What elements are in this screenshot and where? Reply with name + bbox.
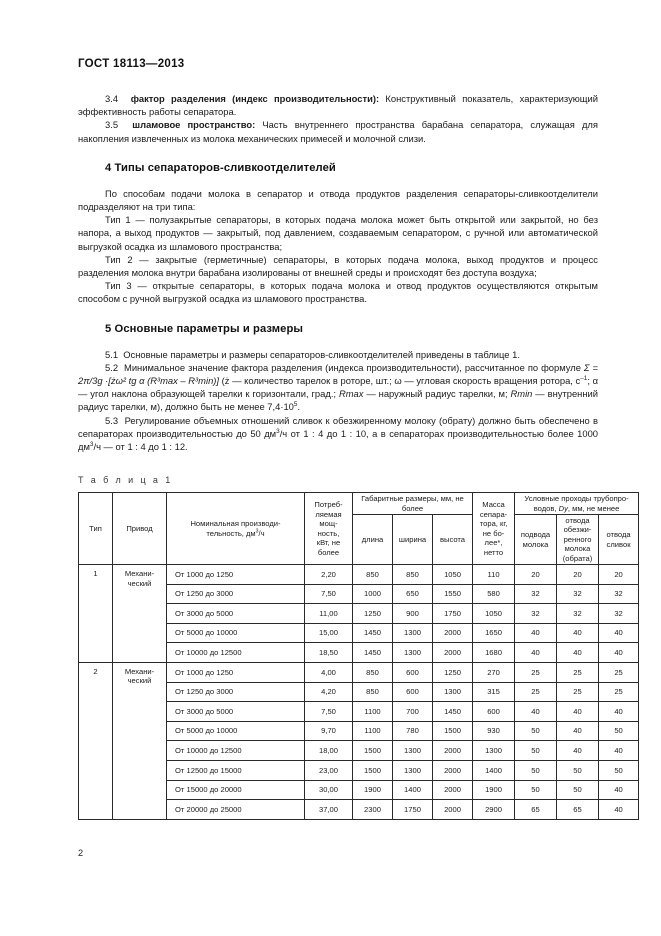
header-mass-line3: тора, кг, <box>479 519 508 529</box>
specification-table <box>78 492 639 820</box>
cell-skim: 40 <box>557 721 599 741</box>
clause-5-2-part1: Минимальное значение фактора разделения (индекса производительности), рассчитанное по формуле <box>124 361 584 373</box>
cell-length: 1100 <box>353 702 393 722</box>
cell-height: 2000 <box>433 741 473 761</box>
header-skim-line4: молока <box>564 544 591 554</box>
cell-power: 11,00 <box>305 604 353 624</box>
cell-inlet: 50 <box>515 761 557 781</box>
clause-5-3-sup-a: 3 <box>276 427 280 435</box>
header-passages-group <box>515 493 639 515</box>
cell-inlet: 50 <box>515 721 557 741</box>
cell-length: 1250 <box>353 604 393 624</box>
cell-performance: От 15000 до 20000 <box>167 780 305 800</box>
header-cream-line2: сливок <box>606 539 631 549</box>
cell-skim: 50 <box>557 780 599 800</box>
cell-power: 7,50 <box>305 702 353 722</box>
cell-mass: 1680 <box>473 643 515 663</box>
header-mass-line2: сепара- <box>479 509 508 519</box>
header-performance-line2: тельность, дм <box>206 528 256 538</box>
cell-inlet: 25 <box>515 663 557 683</box>
clause-5-2-formula: Σ = 2π/3g ·[żω² tg α (R³max – R³min)] <box>78 361 598 387</box>
header-length: длина <box>353 515 393 565</box>
header-skim-line3: ренного <box>563 534 592 544</box>
clause-3-5-spacer <box>118 119 132 130</box>
clause-5-2-rmin: Rmin <box>510 388 533 400</box>
cell-length: 1450 <box>353 643 393 663</box>
header-width: ширина <box>393 515 433 565</box>
cell-cream: 25 <box>599 663 639 683</box>
cell-skim: 20 <box>557 565 599 585</box>
clause-3-4-spacer <box>118 93 131 104</box>
header-performance <box>167 493 305 565</box>
cell-mass: 600 <box>473 702 515 722</box>
header-power-line5: кВт, не <box>316 538 341 548</box>
cell-drive-line2: ческий <box>127 578 152 588</box>
cell-height: 2000 <box>433 643 473 663</box>
header-height: высота <box>433 515 473 565</box>
clause-5-1-text: Основные параметры и размеры сепараторов-сливкоотделителей приведены в таблице 1. <box>123 348 520 360</box>
cell-mass: 1050 <box>473 604 515 624</box>
cell-skim: 40 <box>557 643 599 663</box>
clause-5-3 <box>78 414 598 454</box>
cell-skim: 40 <box>557 702 599 722</box>
cell-power: 37,00 <box>305 800 353 820</box>
clause-3-4 <box>78 92 598 118</box>
cell-skim: 40 <box>557 623 599 643</box>
cell-performance: От 12500 до 15000 <box>167 761 305 781</box>
header-power-line4: ность, <box>317 528 340 538</box>
cell-drive-line1: Механи- <box>124 667 155 677</box>
clause-5-3-sup-b: 3 <box>89 440 94 448</box>
cell-inlet: 40 <box>515 643 557 663</box>
cell-performance: От 10000 до 12500 <box>167 741 305 761</box>
table-caption: Т а б л и ц а 1 <box>78 475 173 486</box>
table-row <box>79 663 639 683</box>
cell-mass: 1900 <box>473 780 515 800</box>
cell-performance: От 5000 до 10000 <box>167 623 305 643</box>
cell-power: 2,20 <box>305 565 353 585</box>
cell-length: 850 <box>353 565 393 585</box>
cell-width: 1300 <box>393 741 433 761</box>
cell-power: 9,70 <box>305 721 353 741</box>
cell-width: 1300 <box>393 623 433 643</box>
cell-width: 850 <box>393 565 433 585</box>
cell-cream: 32 <box>599 584 639 604</box>
cell-skim: 50 <box>557 761 599 781</box>
cell-width: 700 <box>393 702 433 722</box>
cell-height: 1050 <box>433 565 473 585</box>
cell-type: 2 <box>79 663 113 820</box>
cell-length: 1450 <box>353 623 393 643</box>
section-4-intro: По способам подачи молока в сепаратор и отвода продуктов разделения сепараторы-сливкоотделители подразделяют на три типа: <box>78 187 598 213</box>
header-performance-line1: Номинальная производи- <box>190 519 281 529</box>
header-drive: Привод <box>113 493 167 565</box>
table-body <box>79 565 639 820</box>
header-power-line2: ляемая <box>315 509 342 519</box>
cell-performance: От 1250 до 3000 <box>167 682 305 702</box>
cell-type: 1 <box>79 565 113 663</box>
page-content <box>78 58 631 820</box>
cell-skim: 40 <box>557 741 599 761</box>
clause-3-4-text: Конструктивный показатель, характеризующий эффективность работы сепаратора. <box>78 93 598 118</box>
clause-5-2-part3: ; α — угол наклона образующей тарелки к горизонтали, град.; <box>78 375 598 400</box>
cell-cream: 40 <box>599 741 639 761</box>
clause-3-4-number: 3.4 <box>105 93 119 104</box>
cell-height: 1500 <box>433 721 473 741</box>
header-skim-line5: (обрата) <box>562 553 593 563</box>
cell-skim: 32 <box>557 584 599 604</box>
cell-performance: От 20000 до 25000 <box>167 800 305 820</box>
cell-mass: 270 <box>473 663 515 683</box>
cell-cream: 40 <box>599 643 639 663</box>
cell-cream: 40 <box>599 780 639 800</box>
header-power <box>305 493 353 565</box>
cell-cream: 40 <box>599 702 639 722</box>
page-number: 2 <box>78 848 84 858</box>
section-4-type-2 <box>78 253 598 279</box>
cell-cream: 40 <box>599 623 639 643</box>
cell-skim: 25 <box>557 682 599 702</box>
cell-cream: 32 <box>599 604 639 624</box>
cell-length: 1500 <box>353 741 393 761</box>
clause-3-5-text: Часть внутреннего пространства барабана сепаратора, служащая для накопления извлеченных из молока механических примесей и молочной слизи. <box>78 119 598 144</box>
cell-cream: 25 <box>599 682 639 702</box>
type-1-text: — полузакрытые сепараторы, в которых подача молока может быть открытой или закрытой, но без напора, а выход продуктов — закрытый, под давлением, создаваемым сепаратором, с ручной или автоматической выгрузкой осадка из шламового пространства; <box>78 214 598 252</box>
header-passages-line2: водов, <box>533 503 559 513</box>
cell-cream: 20 <box>599 565 639 585</box>
cell-cream: 40 <box>599 800 639 820</box>
cell-inlet: 40 <box>515 702 557 722</box>
header-performance-sup: 3 <box>255 528 259 535</box>
cell-drive <box>113 663 167 820</box>
clause-5-3-number: 5.3 <box>105 414 119 426</box>
cell-height: 2000 <box>433 800 473 820</box>
clause-5-2-part4: — наружный радиус тарелки, м; <box>363 388 511 400</box>
table-row <box>79 565 639 585</box>
clause-5-2 <box>78 361 598 414</box>
header-inlet-line1: подвода <box>520 530 551 540</box>
cell-power: 4,00 <box>305 663 353 683</box>
clause-5-2-exponent-minus-one: –1 <box>580 374 588 382</box>
cell-inlet: 40 <box>515 623 557 643</box>
cell-inlet: 25 <box>515 682 557 702</box>
cell-width: 600 <box>393 682 433 702</box>
cell-performance: От 3000 до 5000 <box>167 604 305 624</box>
cell-power: 30,00 <box>305 780 353 800</box>
cell-power: 15,00 <box>305 623 353 643</box>
type-3-text: — открытые сепараторы, в которых подача молока и отвод продуктов осуществляются открытым способом с ручной выгрузкой осадка из шламового пространства. <box>78 280 598 305</box>
cell-performance: От 1000 до 1250 <box>167 663 305 683</box>
table-header-row-1 <box>79 493 639 515</box>
header-skim-line2: обезжи- <box>563 525 592 535</box>
cell-power: 23,00 <box>305 761 353 781</box>
cell-drive <box>113 565 167 663</box>
header-mass-line1: Масса <box>482 500 505 510</box>
cell-length: 850 <box>353 663 393 683</box>
cell-height: 1550 <box>433 584 473 604</box>
cell-length: 850 <box>353 682 393 702</box>
cell-width: 780 <box>393 721 433 741</box>
type-2-label: Тип 2 <box>105 253 133 265</box>
header-performance-line3: /ч <box>258 528 265 538</box>
header-power-line3: мощ- <box>319 519 338 529</box>
cell-width: 1750 <box>393 800 433 820</box>
cell-power: 4,20 <box>305 682 353 702</box>
header-cream <box>599 515 639 565</box>
header-power-line1: Потреб- <box>314 500 343 510</box>
section-4-heading: 4 Типы сепараторов-сливкоотделителей <box>105 161 336 174</box>
cell-inlet: 32 <box>515 584 557 604</box>
cell-performance: От 3000 до 5000 <box>167 702 305 722</box>
section-5-heading: 5 Основные параметры и размеры <box>105 322 304 335</box>
header-mass-line5: лее*, <box>484 538 503 548</box>
cell-performance: От 5000 до 10000 <box>167 721 305 741</box>
header-mass-line6: нетто <box>483 547 504 557</box>
clause-3-5-number: 3.5 <box>105 119 119 131</box>
cell-performance: От 1000 до 1250 <box>167 565 305 585</box>
header-power-line6: более <box>317 547 340 557</box>
clause-5-3-part3: /ч — от 1 : 4 до 1 : 12. <box>93 441 188 453</box>
cell-height: 2000 <box>433 761 473 781</box>
cell-inlet: 50 <box>515 780 557 800</box>
cell-inlet: 32 <box>515 604 557 624</box>
cell-mass: 1400 <box>473 761 515 781</box>
cell-length: 1900 <box>353 780 393 800</box>
cell-power: 18,50 <box>305 643 353 663</box>
cell-inlet: 20 <box>515 565 557 585</box>
header-inlet-line2: молока <box>522 539 549 549</box>
section-4-type-3 <box>78 279 598 305</box>
cell-mass: 1300 <box>473 741 515 761</box>
cell-width: 1400 <box>393 780 433 800</box>
header-passages-line3: , мм, не менее <box>567 503 620 513</box>
cell-width: 600 <box>393 663 433 683</box>
clause-5-1 <box>78 348 598 361</box>
cell-mass: 930 <box>473 721 515 741</box>
type-1-label: Тип 1 <box>105 214 131 226</box>
cell-drive-line2: ческий <box>127 676 152 686</box>
cell-drive-line1: Механи- <box>124 569 155 579</box>
header-cream-line1: отвода <box>606 530 631 540</box>
cell-mass: 110 <box>473 565 515 585</box>
cell-height: 1750 <box>433 604 473 624</box>
cell-performance: От 1250 до 3000 <box>167 584 305 604</box>
cell-width: 1300 <box>393 643 433 663</box>
header-passages-dy: Dу <box>558 503 568 513</box>
cell-width: 650 <box>393 584 433 604</box>
cell-cream: 50 <box>599 761 639 781</box>
header-type: Тип <box>79 493 113 565</box>
header-mass-line4: не бо- <box>482 528 505 538</box>
cell-height: 2000 <box>433 780 473 800</box>
cell-power: 7,50 <box>305 584 353 604</box>
cell-mass: 1650 <box>473 623 515 643</box>
cell-height: 1250 <box>433 663 473 683</box>
clause-3-5-term: шламовое пространство: <box>132 119 256 131</box>
cell-length: 1500 <box>353 761 393 781</box>
cell-skim: 65 <box>557 800 599 820</box>
type-3-label: Тип 3 <box>105 280 132 292</box>
clause-3-4-term: фактор разделения (индекс производительности): <box>130 93 380 104</box>
clause-5-3-part2: /ч от 1 : 4 до 1 : 10, а в сепараторах производительностью более 1000 дм <box>78 427 598 453</box>
table-head <box>79 493 639 565</box>
clause-5-2-part6: . <box>297 401 301 413</box>
cell-skim: 32 <box>557 604 599 624</box>
cell-height: 2000 <box>433 623 473 643</box>
clause-3-5 <box>78 118 598 144</box>
header-skim-line1: отвода <box>565 516 590 526</box>
cell-height: 1450 <box>433 702 473 722</box>
type-2-text: — закрытые (герметичные) сепараторы, в которых подача молока, выход продуктов и процесс разделения молока внутри барабана изолированы от внешней среды и происходят без доступа воздуха; <box>78 253 598 279</box>
cell-inlet: 50 <box>515 741 557 761</box>
clause-5-2-part5: — внутренний радиус тарелки, м), должно быть не менее 7,4·10 <box>78 388 598 413</box>
cell-mass: 580 <box>473 584 515 604</box>
cell-length: 1000 <box>353 584 393 604</box>
clause-5-2-exponent-five: 5 <box>293 401 298 409</box>
cell-width: 900 <box>393 604 433 624</box>
header-dimensions-group: Габаритные размеры, мм, не более <box>353 493 473 515</box>
clause-5-2-number: 5.2 <box>105 361 119 373</box>
clause-5-2-part2: (ż — количество тарелок в роторе, шт.; ω — угловая скорость вращения ротора, с <box>219 375 581 387</box>
header-skim <box>557 515 599 565</box>
cell-performance: От 10000 до 12500 <box>167 643 305 663</box>
header-inlet <box>515 515 557 565</box>
cell-length: 2300 <box>353 800 393 820</box>
cell-power: 18,00 <box>305 741 353 761</box>
cell-mass: 2900 <box>473 800 515 820</box>
cell-height: 1300 <box>433 682 473 702</box>
cell-inlet: 65 <box>515 800 557 820</box>
cell-mass: 315 <box>473 682 515 702</box>
cell-skim: 25 <box>557 663 599 683</box>
clause-5-2-rmax: Rmax <box>338 388 364 400</box>
cell-width: 1300 <box>393 761 433 781</box>
header-passages-line1: Условные проходы трубопро- <box>524 494 629 504</box>
cell-cream: 50 <box>599 721 639 741</box>
document-header: ГОСТ 18113—2013 <box>78 58 185 70</box>
section-4-type-1 <box>78 213 598 253</box>
clause-5-1-number: 5.1 <box>105 348 119 360</box>
header-mass <box>473 493 515 565</box>
cell-length: 1100 <box>353 721 393 741</box>
clause-5-3-part1: Регулирование объемных отношений сливок к обезжиренному молоку (обрату) должно быть обеспечено в сепараторах производительностью до 50 дм <box>78 414 598 439</box>
